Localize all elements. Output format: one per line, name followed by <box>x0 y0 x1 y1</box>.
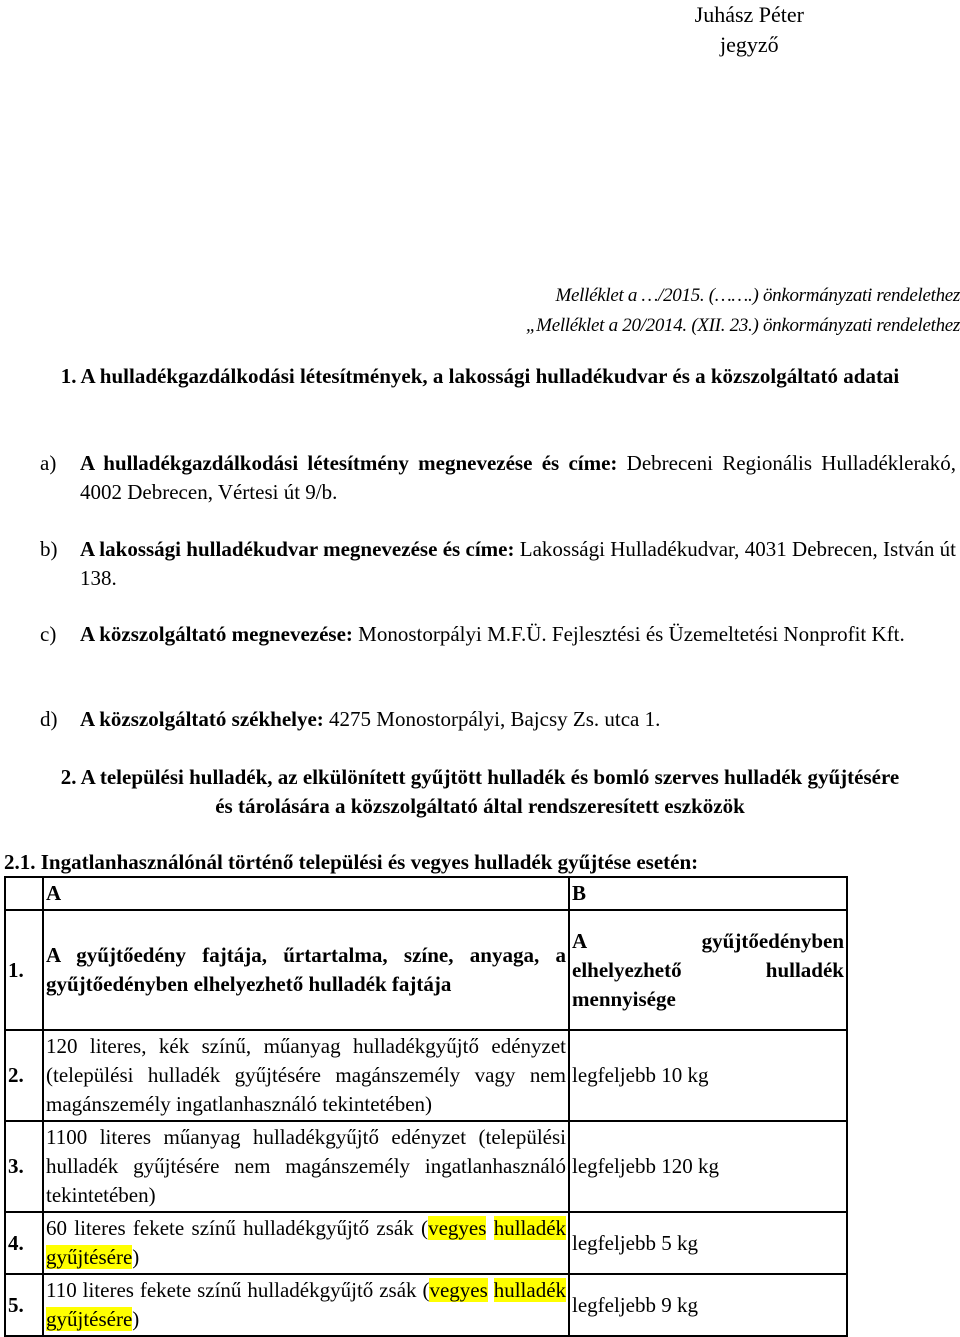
highlighted-text: vegyes <box>428 1216 487 1240</box>
row-number: 4. <box>5 1212 43 1274</box>
item-value: Lakossági Hulladékudvar, 4031 Debrecen, István út 138. <box>80 537 956 590</box>
item-value: Debreceni Regionális Hulladéklerakó, 4002 Debrecen, Vértesi út 9/b. <box>80 451 957 504</box>
section-2-title: 2. A települési hulladék, az elkülönített gyűjtött hulladék és bomló szerves hulladék gyűjtésére és tárolására a közszolgáltató által rendszeresített eszközök <box>60 765 900 818</box>
table-cell <box>5 877 43 910</box>
item-label: b) <box>40 537 58 561</box>
highlighted-text: hulladék gyűjtésére <box>46 1216 567 1269</box>
row-amount: legfeljebb 9 kg <box>569 1274 847 1336</box>
signer-block <box>695 0 804 60</box>
section-2-1-title: 2.1. Ingatlanhasználónál történő települési és vegyes hulladék gyűjtése esetén: <box>4 850 699 874</box>
section-1-title: 1. A hulladékgazdálkodási létesítmények, a lakossági hulladékudvar és a közszolgáltató adatai <box>60 364 900 388</box>
item-key: A közszolgáltató megnevezése: <box>80 622 353 646</box>
table-row <box>5 910 847 1030</box>
table-row <box>5 1212 847 1274</box>
highlighted-text: vegyes <box>429 1278 488 1302</box>
description-text: 60 literes fekete színű hulladékgyűjtő zsák ( <box>46 1216 429 1240</box>
item-label: d) <box>40 707 58 731</box>
row-description <box>43 1212 569 1274</box>
row-amount: legfeljebb 120 kg <box>569 1121 847 1212</box>
table-row <box>5 1030 847 1121</box>
signer-name: Juhász Péter <box>694 2 804 27</box>
signer-title: jegyző <box>719 32 779 57</box>
item-a <box>40 449 957 507</box>
item-key: A lakossági hulladékudvar megnevezése és címe: <box>80 537 515 561</box>
table-row <box>5 1121 847 1212</box>
description-text: 110 literes fekete színű hulladékgyűjtő zsák ( <box>46 1278 430 1302</box>
item-d <box>40 705 956 734</box>
row-description: A gyűjtőedény fajtája, űrtartalma, színe, anyaga, a gyűjtőedényben elhelyezhető hulladék fajtája <box>43 910 569 1030</box>
table-row <box>5 1274 847 1336</box>
row-number: 1. <box>5 910 43 1030</box>
item-key: A közszolgáltató székhelye: <box>80 707 324 731</box>
table-header-row <box>5 877 847 910</box>
column-b-header: B <box>569 877 847 910</box>
item-value: Monostorpályi M.F.Ü. Fejlesztési és Üzemeltetési Nonprofit Kft. <box>352 622 905 646</box>
row-amount: legfeljebb 10 kg <box>569 1030 847 1121</box>
annex-line-2: „Melléklet a 20/2014. (XII. 23.) önkormányzati rendelethez <box>525 315 960 336</box>
description-text <box>486 1216 493 1240</box>
item-b <box>40 535 956 593</box>
row-number: 5. <box>5 1274 43 1336</box>
description-text: ) <box>132 1307 140 1331</box>
item-c <box>40 620 956 649</box>
row-amount: legfeljebb 5 kg <box>569 1212 847 1274</box>
highlighted-text: hulladék gyűjtésére <box>46 1278 567 1331</box>
waste-container-table <box>4 876 848 1337</box>
item-label: c) <box>40 622 57 646</box>
item-label: a) <box>40 451 57 475</box>
description-text: ) <box>132 1245 140 1269</box>
row-number: 3. <box>5 1121 43 1212</box>
row-amount: A gyűjtőedényben elhelyezhető hulladék mennyisége <box>569 910 847 1030</box>
row-description: 1100 literes műanyag hulladékgyűjtő edényzet (települési hulladék gyűjtésére nem magánszemély ingatlanhasználó tekintetében) <box>43 1121 569 1212</box>
row-number: 2. <box>5 1030 43 1121</box>
column-a-header: A <box>43 877 569 910</box>
annex-reference <box>526 281 960 341</box>
row-description <box>43 1274 569 1336</box>
row-description: 120 literes, kék színű, műanyag hulladékgyűjtő edényzet (települési hulladék gyűjtésére magánszemély vagy nem magánszemély ingatlanhasználó tekintetében) <box>43 1030 569 1121</box>
annex-line-1: Melléklet a …/2015. (…….) önkormányzati rendelethez <box>555 285 960 306</box>
item-value: 4275 Monostorpályi, Bajcsy Zs. utca 1. <box>323 707 661 731</box>
item-key: A hulladékgazdálkodási létesítmény megnevezése és címe: <box>80 451 618 475</box>
description-text <box>488 1278 494 1302</box>
